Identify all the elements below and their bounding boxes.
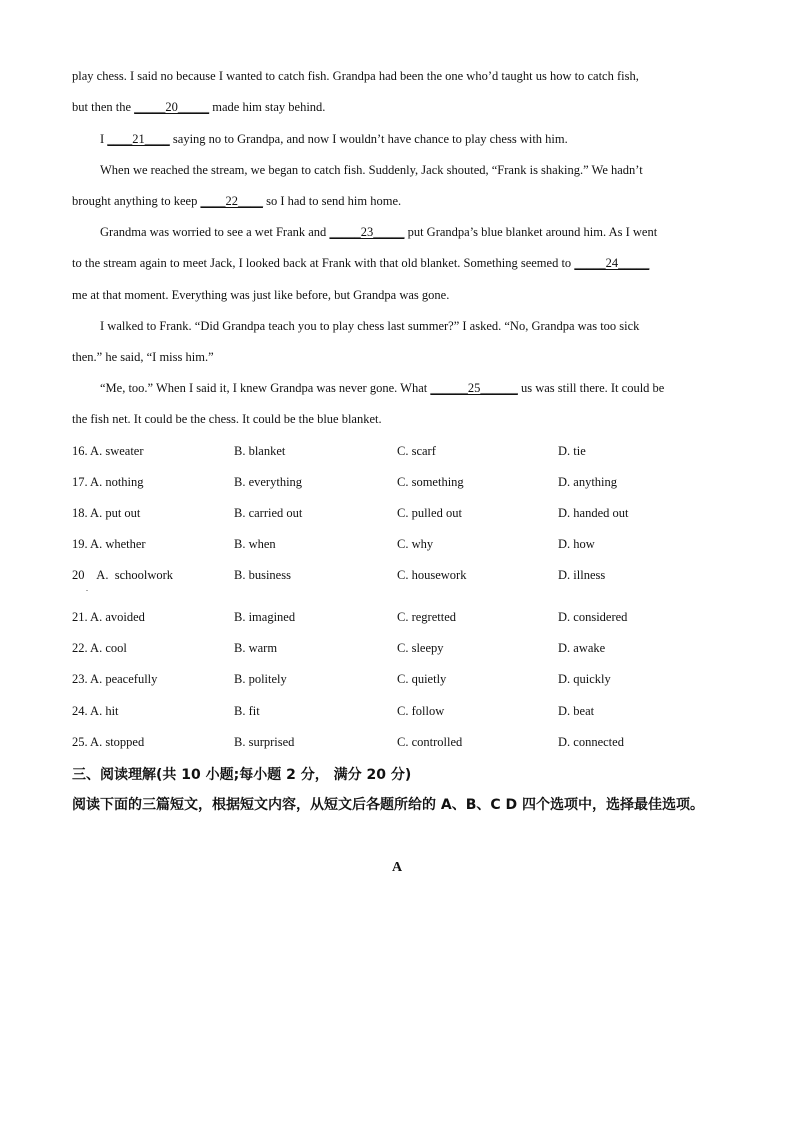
passage-line: me at that moment. Everything was just like before, but Grandpa was gone. [72, 288, 450, 302]
option-d: D. connected [558, 735, 624, 749]
option-d: D. handed out [558, 506, 629, 520]
passage-line [72, 254, 722, 272]
option-a: 18. A. put out [72, 506, 141, 520]
option-b: B. surprised [234, 735, 295, 749]
option-c: C. housework [397, 568, 467, 582]
passage-line: then.” he said, “I miss him.” [72, 350, 214, 364]
text: I [100, 132, 108, 146]
option-c: C. pulled out [397, 506, 462, 520]
question-row-24 [72, 702, 722, 720]
blank-21: ____21____ [107, 132, 170, 146]
blank-25: ______25______ [430, 381, 518, 395]
passage-line [100, 130, 722, 148]
option-b: B. when [234, 537, 276, 551]
passage-line [100, 379, 722, 397]
option-c: C. controlled [397, 735, 463, 749]
question-row-20 [72, 566, 722, 584]
option-b: B. everything [234, 475, 303, 489]
question-row-16 [72, 442, 722, 460]
option-a: 19. A. whether [72, 537, 146, 551]
passage-line [72, 192, 722, 210]
question-row-19 [72, 535, 722, 553]
option-d: D. quickly [558, 672, 611, 686]
question-row-25 [72, 733, 722, 751]
text: put Grandpa’s blue blanket around him. As I went [404, 225, 658, 239]
option-d: D. illness [558, 568, 606, 582]
blank-24: _____24_____ [574, 256, 650, 270]
text: made him stay behind. [209, 100, 326, 114]
option-a: 23. A. peacefully [72, 672, 158, 686]
option-b: B. carried out [234, 506, 303, 520]
option-c: C. sleepy [397, 641, 444, 655]
question-row-18 [72, 504, 722, 522]
text: to the stream again to meet Jack, I looked back at Frank with that old blanket. Something seemed to [72, 256, 575, 270]
option-a: 22. A. cool [72, 641, 127, 655]
blank-20: _____20_____ [134, 100, 210, 114]
option-c: C. scarf [397, 444, 436, 458]
text: us was still there. It could be [517, 381, 665, 395]
blank-23: _____23_____ [329, 225, 405, 239]
option-a: 17. A. nothing [72, 475, 144, 489]
option-c: C. follow [397, 704, 445, 718]
text: “Me, too.” When I said it, I knew Grandpa was never gone. What [100, 381, 431, 395]
option-a: 20 A. schoolwork [72, 568, 174, 582]
option-b: B. politely [234, 672, 287, 686]
option-d: D. considered [558, 610, 628, 624]
text: but then the [72, 100, 135, 114]
passage-label: A [391, 860, 403, 875]
passage-line [100, 223, 722, 241]
passage-line: When we reached the stream, we began to catch fish. Suddenly, Jack shouted, “Frank is shaking.” We hadn’t [100, 163, 643, 177]
passage-line: the fish net. It could be the chess. It could be the blue blanket. [72, 412, 382, 426]
option-b: B. business [234, 568, 291, 582]
text: brought anything to keep [72, 194, 201, 208]
question-row-21 [72, 608, 722, 626]
option-c: C. why [397, 537, 434, 551]
option-c: C. regretted [397, 610, 457, 624]
option-a: 21. A. avoided [72, 610, 145, 624]
option-d: D. anything [558, 475, 618, 489]
passage-line [72, 98, 722, 116]
option-d: D. how [558, 537, 595, 551]
text: so I had to send him home. [262, 194, 402, 208]
passage-line: play chess. I said no because I wanted to catch fish. Grandpa had been the one who’d taught us how to catch fish, [72, 69, 639, 83]
text: Grandma was worried to see a wet Frank and [100, 225, 330, 239]
option-d: D. awake [558, 641, 606, 655]
section-instruction: 阅读下面的三篇短文，根据短文内容，从短文后各题所给的 A、B、C D 四个选项中，选择最佳选项。 [72, 797, 705, 813]
blank-22: ____22____ [200, 194, 263, 208]
question-row-17 [72, 473, 722, 491]
option-a: 25. A. stopped [72, 735, 145, 749]
option-a: 16. A. sweater [72, 444, 144, 458]
option-b: B. warm [234, 641, 278, 655]
option-d: D. tie [558, 444, 586, 458]
option-b: B. fit [234, 704, 260, 718]
question-row-22 [72, 639, 722, 657]
option-a: 24. A. hit [72, 704, 119, 718]
stray-dot: . [86, 584, 88, 593]
question-row-23 [72, 670, 722, 688]
passage-line: I walked to Frank. “Did Grandpa teach you to play chess last summer?” I asked. “No, Grandpa was too sick [100, 319, 640, 333]
option-c: C. quietly [397, 672, 447, 686]
option-b: B. blanket [234, 444, 286, 458]
option-d: D. beat [558, 704, 595, 718]
section-title: 三、阅读理解(共 10 小题;每小题 2 分， 满分 20 分) [72, 767, 412, 783]
text: saying no to Grandpa, and now I wouldn’t have chance to play chess with him. [169, 132, 568, 146]
option-b: B. imagined [234, 610, 296, 624]
option-c: C. something [397, 475, 464, 489]
